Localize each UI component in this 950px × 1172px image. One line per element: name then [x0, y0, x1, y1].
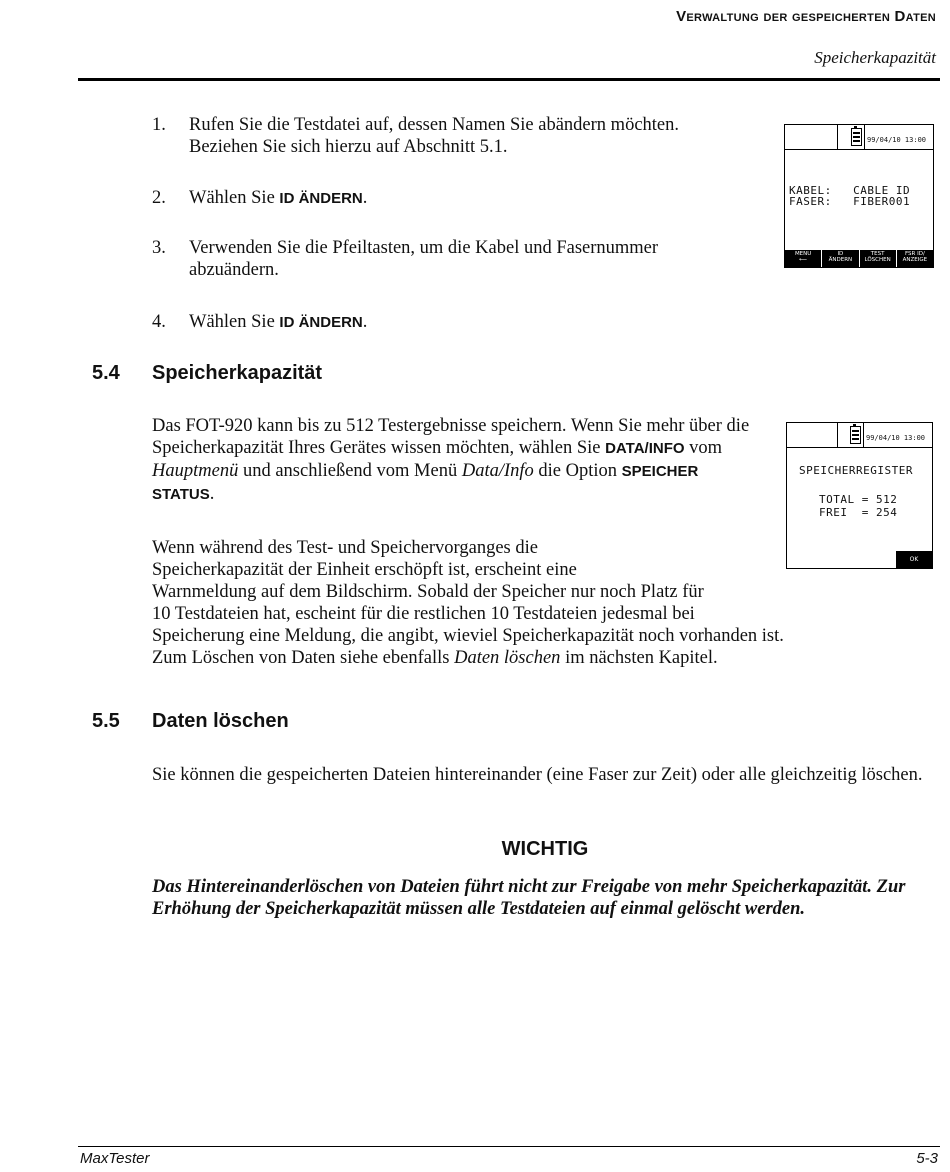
menu-option-label: ID ÄNDERN — [279, 314, 363, 331]
screen-status-bar — [785, 125, 933, 150]
important-heading: WICHTIG — [501, 838, 589, 860]
menu-option-label: SPEICHER STATUS — [152, 463, 699, 503]
footer-rule — [78, 1146, 940, 1147]
screen-date: 99/04/10 13:00 — [866, 434, 926, 442]
battery-icon — [850, 426, 861, 444]
menu-option-label: ID ÄNDERN — [279, 190, 363, 207]
step-number: 3. — [152, 238, 166, 258]
step-text: Wählen Sie ID ÄNDERN. — [189, 188, 368, 208]
header-rule — [78, 78, 940, 81]
step-number: 4. — [152, 312, 166, 332]
important-text: Das Hintereinanderlöschen von Dateien führt nicht zur Freigabe von mehr Speicherkapazität. Zur Erhöhung der Speicherkapazität müssen alle Testdateien auf einmal gelöscht werden. — [152, 877, 906, 919]
softkey-ok[interactable]: OK — [896, 551, 932, 568]
page-number: 5-3 — [916, 1150, 938, 1167]
section-number: 5.4 — [92, 362, 120, 384]
softkey-menu[interactable]: MENU ⟵ — [794, 251, 812, 263]
screen-free-line: FREI = 254 — [819, 506, 898, 519]
step-text: Wählen Sie ID ÄNDERN. — [189, 312, 368, 332]
softkey-id-aendern[interactable]: ID ÄNDERN — [821, 250, 858, 267]
softkey-test-loeschen[interactable]: TEST LÖSCHEN — [859, 250, 896, 267]
running-header-title: Verwaltung der gespeicherten Daten — [676, 8, 936, 25]
section-number: 5.5 — [92, 710, 120, 732]
step-number: 2. — [152, 188, 166, 208]
device-screen-id-edit — [784, 124, 934, 268]
paragraph-speicher-intro: Das FOT-920 kann bis zu 512 Testergebnisse speichern. Wenn Sie mehr über die Speicherkapazität Ihres Gerätes wissen möchten, wählen Sie DATA/INFO vom Hauptmenü und anschließend vom Menü Data/Info die Option SPEICHER STATUS. — [152, 416, 750, 504]
screen-fiber-line: FASER: FIBER001 — [789, 195, 911, 208]
screen-cable-line: KABEL: CABLE ID — [789, 184, 911, 197]
section-title: Speicherkapazität — [152, 362, 323, 384]
step-text: Verwenden Sie die Pfeiltasten, um die Kabel und Fasernummer abzuändern. — [189, 238, 659, 280]
paragraph-speicher-warnung: Wenn während des Test- und Speichervorganges die Speicherkapazität der Einheit erschöpft ist, erscheint eine Warnmeldung auf dem Bildschirm. Sobald der Speicher nur noch Platz für 10 Testdateien hat, escheint für die restlichen 10 Testdateien jedesmal bei Speicherung eine Meldung, die angibt, wieviel Speicherkapazität noch vorhanden ist. Zum Löschen von Daten siehe ebenfalls Daten löschen im nächsten Kapitel. — [152, 538, 784, 668]
menu-option-label: DATA/INFO — [605, 440, 685, 457]
device-screen-memory — [786, 422, 933, 569]
battery-icon — [851, 128, 862, 146]
softkey-fsr-anzeige[interactable]: FSR ID/ ANZEIGE — [896, 250, 933, 267]
screen-date: 99/04/10 13:00 — [867, 136, 927, 144]
running-header-subtitle: Speicherkapazität — [814, 48, 936, 67]
screen-status-bar — [787, 423, 932, 448]
step-text: Rufen Sie die Testdatei auf, dessen Namen Sie abändern möchten. Beziehen Sie sich hierzu auf Abschnitt 5.1. — [189, 115, 680, 157]
paragraph-daten-loeschen: Sie können die gespeicherten Dateien hintereinander (eine Faser zur Zeit) oder alle gleichzeitig löschen. — [152, 765, 923, 785]
screen-softkeys — [785, 250, 933, 267]
step-number: 1. — [152, 115, 166, 135]
screen-total-line: TOTAL = 512 — [819, 493, 898, 506]
section-title: Daten löschen — [152, 710, 289, 732]
footer-product-name: MaxTester — [80, 1150, 150, 1167]
screen-memory-title: SPEICHERREGISTER — [799, 464, 913, 477]
